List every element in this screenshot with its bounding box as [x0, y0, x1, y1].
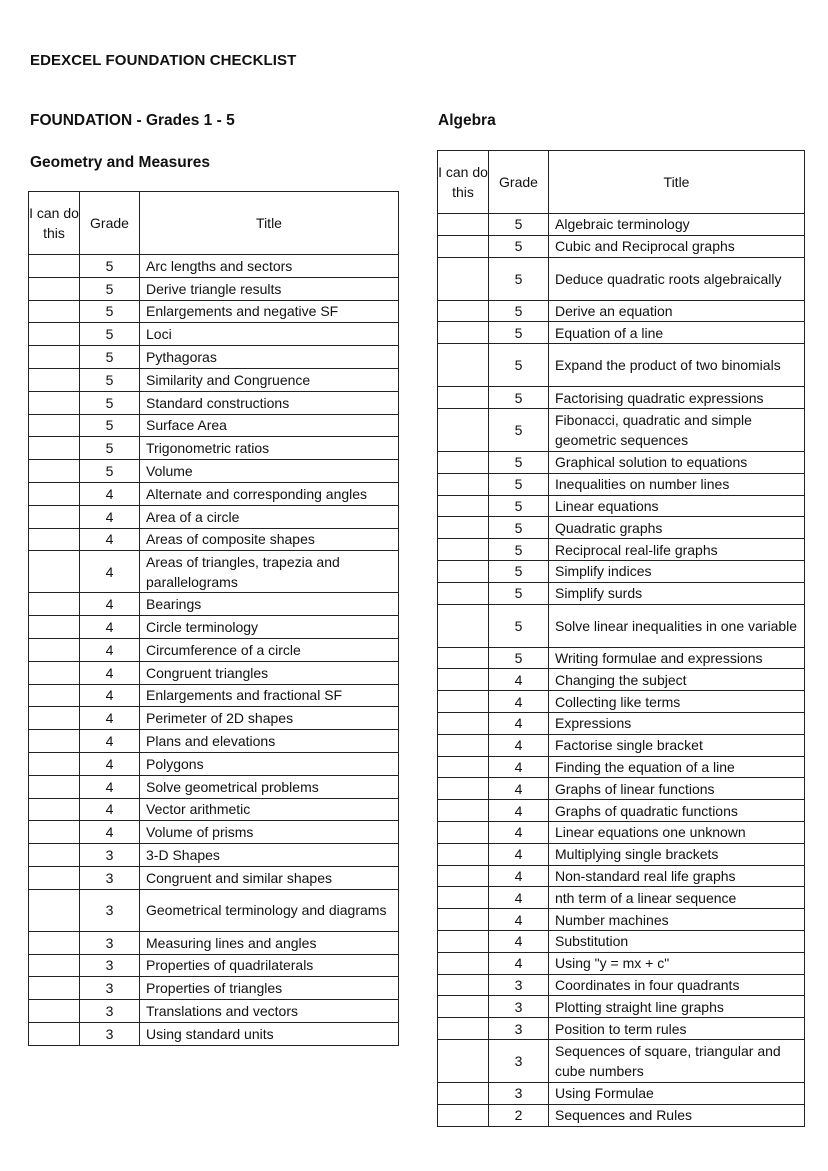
- table-row: [29, 300, 399, 323]
- title-cell: Area of a circle: [140, 505, 399, 528]
- grade-cell: 5: [489, 408, 549, 451]
- title-cell: Changing the subject: [549, 669, 805, 691]
- header-title: Title: [140, 192, 399, 255]
- table-row: [438, 712, 805, 734]
- can-do-checkbox-cell[interactable]: [438, 408, 489, 451]
- grade-cell: 5: [489, 214, 549, 236]
- title-cell: Graphs of linear functions: [549, 778, 805, 800]
- title-cell: Measuring lines and angles: [140, 931, 399, 954]
- can-do-checkbox-cell[interactable]: [29, 798, 80, 821]
- can-do-checkbox-cell[interactable]: [438, 235, 489, 257]
- can-do-checkbox-cell[interactable]: [29, 300, 80, 323]
- title-cell: Enlargements and negative SF: [140, 300, 399, 323]
- table-row: [438, 387, 805, 409]
- title-cell: Graphs of quadratic functions: [549, 800, 805, 822]
- header-can-do: I can do this: [29, 192, 80, 255]
- grade-cell: 4: [80, 505, 140, 528]
- title-cell: Alternate and corresponding angles: [140, 482, 399, 505]
- can-do-checkbox-cell[interactable]: [438, 560, 489, 582]
- grade-cell: 4: [489, 669, 549, 691]
- can-do-checkbox-cell[interactable]: [438, 451, 489, 473]
- algebra-checklist-table: [437, 150, 805, 1127]
- table-row: [438, 451, 805, 473]
- grade-cell: 5: [489, 451, 549, 473]
- title-cell: Linear equations one unknown: [549, 821, 805, 843]
- grade-cell: 3: [80, 1000, 140, 1023]
- table-row: [438, 734, 805, 756]
- table-row: [29, 255, 399, 278]
- title-cell: Plans and elevations: [140, 730, 399, 753]
- can-do-checkbox-cell[interactable]: [438, 1018, 489, 1040]
- title-cell: Pythagoras: [140, 346, 399, 369]
- table-row: [29, 730, 399, 753]
- grade-cell: 4: [80, 616, 140, 639]
- can-do-checkbox-cell[interactable]: [438, 778, 489, 800]
- can-do-checkbox-cell[interactable]: [438, 756, 489, 778]
- geometry-rows: [29, 255, 399, 1046]
- grade-cell: 4: [80, 752, 140, 775]
- header-grade: Grade: [80, 192, 140, 255]
- title-cell: Fibonacci, quadratic and simple geometric sequences: [549, 408, 805, 451]
- title-cell: Writing formulae and expressions: [549, 647, 805, 669]
- can-do-checkbox-cell[interactable]: [438, 1082, 489, 1104]
- title-cell: Circle terminology: [140, 616, 399, 639]
- grade-cell: 4: [489, 800, 549, 822]
- grade-cell: 4: [489, 930, 549, 952]
- can-do-checkbox-cell[interactable]: [29, 346, 80, 369]
- can-do-checkbox-cell[interactable]: [438, 909, 489, 931]
- grade-cell: 4: [489, 909, 549, 931]
- table-row: [29, 661, 399, 684]
- can-do-checkbox-cell[interactable]: [29, 368, 80, 391]
- grade-cell: 4: [489, 691, 549, 713]
- document-title: EDEXCEL FOUNDATION CHECKLIST: [30, 52, 297, 69]
- can-do-checkbox-cell[interactable]: [29, 1022, 80, 1045]
- title-cell: Linear equations: [549, 495, 805, 517]
- table-row: [438, 843, 805, 865]
- title-cell: Finding the equation of a line: [549, 756, 805, 778]
- can-do-checkbox-cell[interactable]: [29, 866, 80, 889]
- grade-cell: 4: [80, 775, 140, 798]
- grade-cell: 5: [489, 647, 549, 669]
- can-do-checkbox-cell[interactable]: [29, 528, 80, 551]
- table-row: [438, 300, 805, 322]
- grade-cell: 3: [80, 844, 140, 867]
- grade-cell: 3: [80, 866, 140, 889]
- table-row: [438, 778, 805, 800]
- grade-cell: 2: [489, 1104, 549, 1126]
- grade-cell: 5: [80, 277, 140, 300]
- can-do-checkbox-cell[interactable]: [29, 593, 80, 616]
- table-row: [29, 889, 399, 931]
- grade-cell: 5: [489, 300, 549, 322]
- table-row: [438, 582, 805, 604]
- grade-cell: 5: [80, 368, 140, 391]
- can-do-checkbox-cell[interactable]: [438, 712, 489, 734]
- grade-cell: 3: [80, 1022, 140, 1045]
- grade-cell: 5: [489, 344, 549, 387]
- table-row: [438, 974, 805, 996]
- can-do-checkbox-cell[interactable]: [438, 974, 489, 996]
- title-cell: Non-standard real life graphs: [549, 865, 805, 887]
- can-do-checkbox-cell[interactable]: [438, 669, 489, 691]
- table-row: [438, 495, 805, 517]
- can-do-checkbox-cell[interactable]: [438, 495, 489, 517]
- can-do-checkbox-cell[interactable]: [29, 844, 80, 867]
- title-cell: Deduce quadratic roots algebraically: [549, 257, 805, 300]
- grade-cell: 4: [489, 887, 549, 909]
- table-row: [29, 638, 399, 661]
- can-do-checkbox-cell[interactable]: [29, 730, 80, 753]
- grade-cell: 5: [489, 560, 549, 582]
- can-do-checkbox-cell[interactable]: [29, 323, 80, 346]
- can-do-checkbox-cell[interactable]: [438, 1104, 489, 1126]
- document-subtitle: FOUNDATION - Grades 1 - 5: [30, 112, 235, 129]
- grade-cell: 4: [80, 684, 140, 707]
- table-row: [438, 604, 805, 647]
- can-do-checkbox-cell[interactable]: [438, 952, 489, 974]
- can-do-checkbox-cell[interactable]: [29, 752, 80, 775]
- table-row: [438, 344, 805, 387]
- table-row: [438, 235, 805, 257]
- can-do-checkbox-cell[interactable]: [438, 865, 489, 887]
- can-do-checkbox-cell[interactable]: [438, 582, 489, 604]
- table-row: [438, 1018, 805, 1040]
- grade-cell: 5: [80, 323, 140, 346]
- can-do-checkbox-cell[interactable]: [29, 482, 80, 505]
- table-row: [29, 437, 399, 460]
- table-row: [29, 1022, 399, 1045]
- title-cell: Congruent triangles: [140, 661, 399, 684]
- can-do-checkbox-cell[interactable]: [438, 843, 489, 865]
- title-cell: nth term of a linear sequence: [549, 887, 805, 909]
- can-do-checkbox-cell[interactable]: [438, 887, 489, 909]
- title-cell: Quadratic graphs: [549, 517, 805, 539]
- can-do-checkbox-cell[interactable]: [29, 414, 80, 437]
- title-cell: Volume of prisms: [140, 821, 399, 844]
- can-do-checkbox-cell[interactable]: [29, 505, 80, 528]
- grade-cell: 5: [80, 437, 140, 460]
- grade-cell: 4: [489, 843, 549, 865]
- grade-cell: 3: [489, 974, 549, 996]
- title-cell: Inequalities on number lines: [549, 473, 805, 495]
- can-do-checkbox-cell[interactable]: [438, 930, 489, 952]
- can-do-checkbox-cell[interactable]: [29, 255, 80, 278]
- grade-cell: 5: [489, 495, 549, 517]
- title-cell: Enlargements and fractional SF: [140, 684, 399, 707]
- table-row: [438, 756, 805, 778]
- title-cell: Perimeter of 2D shapes: [140, 707, 399, 730]
- title-cell: Using "y = mx + c": [549, 952, 805, 974]
- table-row: [438, 669, 805, 691]
- can-do-checkbox-cell[interactable]: [29, 391, 80, 414]
- table-row: [29, 346, 399, 369]
- table-row: [29, 954, 399, 977]
- table-row: [29, 551, 399, 593]
- can-do-checkbox-cell[interactable]: [29, 977, 80, 1000]
- table-row: [438, 214, 805, 236]
- grade-cell: 4: [489, 821, 549, 843]
- title-cell: Expand the product of two binomials: [549, 344, 805, 387]
- can-do-checkbox-cell[interactable]: [438, 691, 489, 713]
- grade-cell: 4: [80, 798, 140, 821]
- table-row: [438, 800, 805, 822]
- grade-cell: 5: [489, 604, 549, 647]
- title-cell: Factorising quadratic expressions: [549, 387, 805, 409]
- title-cell: Sequences of square, triangular and cube numbers: [549, 1039, 805, 1082]
- can-do-checkbox-cell[interactable]: [29, 661, 80, 684]
- table-row: [29, 707, 399, 730]
- grade-cell: 4: [80, 551, 140, 593]
- table-row: [29, 977, 399, 1000]
- title-cell: Properties of triangles: [140, 977, 399, 1000]
- title-cell: Substitution: [549, 930, 805, 952]
- can-do-checkbox-cell[interactable]: [438, 734, 489, 756]
- grade-cell: 5: [489, 387, 549, 409]
- table-row: [438, 887, 805, 909]
- grade-cell: 5: [489, 517, 549, 539]
- table-row: [29, 931, 399, 954]
- grade-cell: 4: [80, 661, 140, 684]
- title-cell: Derive an equation: [549, 300, 805, 322]
- table-row: [438, 930, 805, 952]
- table-row: [438, 322, 805, 344]
- grade-cell: 4: [489, 712, 549, 734]
- grade-cell: 4: [489, 952, 549, 974]
- title-cell: Derive triangle results: [140, 277, 399, 300]
- can-do-checkbox-cell[interactable]: [438, 539, 489, 561]
- table-row: [438, 996, 805, 1018]
- title-cell: Solve linear inequalities in one variable: [549, 604, 805, 647]
- can-do-checkbox-cell[interactable]: [438, 257, 489, 300]
- grade-cell: 4: [489, 778, 549, 800]
- algebra-heading: Algebra: [438, 112, 496, 129]
- table-row: [29, 528, 399, 551]
- grade-cell: 5: [489, 257, 549, 300]
- can-do-checkbox-cell[interactable]: [438, 344, 489, 387]
- title-cell: Sequences and Rules: [549, 1104, 805, 1126]
- grade-cell: 5: [80, 391, 140, 414]
- title-cell: Reciprocal real-life graphs: [549, 539, 805, 561]
- header-grade: Grade: [489, 151, 549, 214]
- title-cell: Simplify indices: [549, 560, 805, 582]
- can-do-checkbox-cell[interactable]: [29, 551, 80, 593]
- table-row: [29, 368, 399, 391]
- table-row: [29, 391, 399, 414]
- can-do-checkbox-cell[interactable]: [29, 684, 80, 707]
- can-do-checkbox-cell[interactable]: [29, 775, 80, 798]
- table-row: [438, 865, 805, 887]
- can-do-checkbox-cell[interactable]: [438, 214, 489, 236]
- grade-cell: 5: [80, 300, 140, 323]
- table-row: [29, 844, 399, 867]
- table-row: [438, 821, 805, 843]
- title-cell: Factorise single bracket: [549, 734, 805, 756]
- can-do-checkbox-cell[interactable]: [438, 647, 489, 669]
- table-row: [438, 473, 805, 495]
- grade-cell: 4: [80, 730, 140, 753]
- title-cell: Geometrical terminology and diagrams: [140, 889, 399, 931]
- grade-cell: 5: [489, 539, 549, 561]
- title-cell: Plotting straight line graphs: [549, 996, 805, 1018]
- grade-cell: 3: [80, 977, 140, 1000]
- can-do-checkbox-cell[interactable]: [29, 931, 80, 954]
- table-row: [29, 593, 399, 616]
- can-do-checkbox-cell[interactable]: [438, 1039, 489, 1082]
- title-cell: Using Formulae: [549, 1082, 805, 1104]
- can-do-checkbox-cell[interactable]: [438, 517, 489, 539]
- table-row: [29, 821, 399, 844]
- title-cell: 3-D Shapes: [140, 844, 399, 867]
- title-cell: Equation of a line: [549, 322, 805, 344]
- title-cell: Volume: [140, 460, 399, 483]
- table-row: [438, 408, 805, 451]
- can-do-checkbox-cell[interactable]: [438, 996, 489, 1018]
- can-do-checkbox-cell[interactable]: [29, 437, 80, 460]
- title-cell: Algebraic terminology: [549, 214, 805, 236]
- table-header-row: [438, 151, 805, 214]
- grade-cell: 3: [489, 1039, 549, 1082]
- table-row: [29, 866, 399, 889]
- grade-cell: 4: [489, 756, 549, 778]
- grade-cell: 4: [80, 482, 140, 505]
- title-cell: Trigonometric ratios: [140, 437, 399, 460]
- can-do-checkbox-cell[interactable]: [438, 800, 489, 822]
- title-cell: Properties of quadrilaterals: [140, 954, 399, 977]
- can-do-checkbox-cell[interactable]: [29, 616, 80, 639]
- geometry-heading: Geometry and Measures: [30, 154, 211, 171]
- title-cell: Position to term rules: [549, 1018, 805, 1040]
- table-row: [29, 752, 399, 775]
- can-do-checkbox-cell[interactable]: [29, 889, 80, 931]
- title-cell: Vector arithmetic: [140, 798, 399, 821]
- title-cell: Congruent and similar shapes: [140, 866, 399, 889]
- grade-cell: 5: [80, 414, 140, 437]
- can-do-checkbox-cell[interactable]: [29, 1000, 80, 1023]
- table-row: [438, 560, 805, 582]
- table-row: [438, 909, 805, 931]
- table-row: [438, 647, 805, 669]
- grade-cell: 4: [80, 593, 140, 616]
- title-cell: Solve geometrical problems: [140, 775, 399, 798]
- title-cell: Areas of triangles, trapezia and parallelograms: [140, 551, 399, 593]
- grade-cell: 3: [489, 1018, 549, 1040]
- can-do-checkbox-cell[interactable]: [29, 707, 80, 730]
- title-cell: Surface Area: [140, 414, 399, 437]
- title-cell: Simplify surds: [549, 582, 805, 604]
- title-cell: Multiplying single brackets: [549, 843, 805, 865]
- table-row: [29, 616, 399, 639]
- title-cell: Areas of composite shapes: [140, 528, 399, 551]
- title-cell: Coordinates in four quadrants: [549, 974, 805, 996]
- table-row: [29, 1000, 399, 1023]
- table-row: [29, 775, 399, 798]
- table-row: [29, 277, 399, 300]
- table-row: [29, 684, 399, 707]
- table-row: [29, 323, 399, 346]
- can-do-checkbox-cell[interactable]: [438, 604, 489, 647]
- grade-cell: 4: [489, 734, 549, 756]
- algebra-rows: [438, 214, 805, 1127]
- table-row: [438, 539, 805, 561]
- title-cell: Expressions: [549, 712, 805, 734]
- title-cell: Cubic and Reciprocal graphs: [549, 235, 805, 257]
- can-do-checkbox-cell[interactable]: [29, 821, 80, 844]
- can-do-checkbox-cell[interactable]: [438, 322, 489, 344]
- header-can-do: I can do this: [438, 151, 489, 214]
- grade-cell: 5: [489, 582, 549, 604]
- title-cell: Number machines: [549, 909, 805, 931]
- grade-cell: 4: [80, 707, 140, 730]
- grade-cell: 3: [489, 996, 549, 1018]
- grade-cell: 3: [80, 889, 140, 931]
- can-do-checkbox-cell[interactable]: [29, 638, 80, 661]
- table-row: [438, 517, 805, 539]
- table-row: [438, 691, 805, 713]
- grade-cell: 5: [80, 255, 140, 278]
- title-cell: Loci: [140, 323, 399, 346]
- grade-cell: 4: [489, 865, 549, 887]
- can-do-checkbox-cell[interactable]: [29, 277, 80, 300]
- geometry-checklist-table: [28, 191, 399, 1046]
- title-cell: Similarity and Congruence: [140, 368, 399, 391]
- grade-cell: 3: [80, 931, 140, 954]
- grade-cell: 4: [80, 821, 140, 844]
- grade-cell: 5: [80, 346, 140, 369]
- title-cell: Translations and vectors: [140, 1000, 399, 1023]
- header-title: Title: [549, 151, 805, 214]
- title-cell: Collecting like terms: [549, 691, 805, 713]
- title-cell: Circumference of a circle: [140, 638, 399, 661]
- can-do-checkbox-cell[interactable]: [438, 473, 489, 495]
- can-do-checkbox-cell[interactable]: [438, 821, 489, 843]
- can-do-checkbox-cell[interactable]: [438, 300, 489, 322]
- can-do-checkbox-cell[interactable]: [29, 954, 80, 977]
- grade-cell: 5: [489, 235, 549, 257]
- grade-cell: 5: [489, 322, 549, 344]
- title-cell: Graphical solution to equations: [549, 451, 805, 473]
- grade-cell: 3: [489, 1082, 549, 1104]
- title-cell: Standard constructions: [140, 391, 399, 414]
- can-do-checkbox-cell[interactable]: [438, 387, 489, 409]
- grade-cell: 4: [80, 528, 140, 551]
- title-cell: Bearings: [140, 593, 399, 616]
- grade-cell: 5: [80, 460, 140, 483]
- table-row: [29, 460, 399, 483]
- table-row: [29, 482, 399, 505]
- table-row: [438, 952, 805, 974]
- table-row: [438, 1082, 805, 1104]
- title-cell: Polygons: [140, 752, 399, 775]
- table-row: [29, 798, 399, 821]
- table-row: [438, 257, 805, 300]
- table-row: [29, 505, 399, 528]
- grade-cell: 4: [80, 638, 140, 661]
- grade-cell: 5: [489, 473, 549, 495]
- grade-cell: 3: [80, 954, 140, 977]
- title-cell: Using standard units: [140, 1022, 399, 1045]
- can-do-checkbox-cell[interactable]: [29, 460, 80, 483]
- table-header-row: [29, 192, 399, 255]
- table-row: [438, 1039, 805, 1082]
- table-row: [29, 414, 399, 437]
- table-row: [438, 1104, 805, 1126]
- title-cell: Arc lengths and sectors: [140, 255, 399, 278]
